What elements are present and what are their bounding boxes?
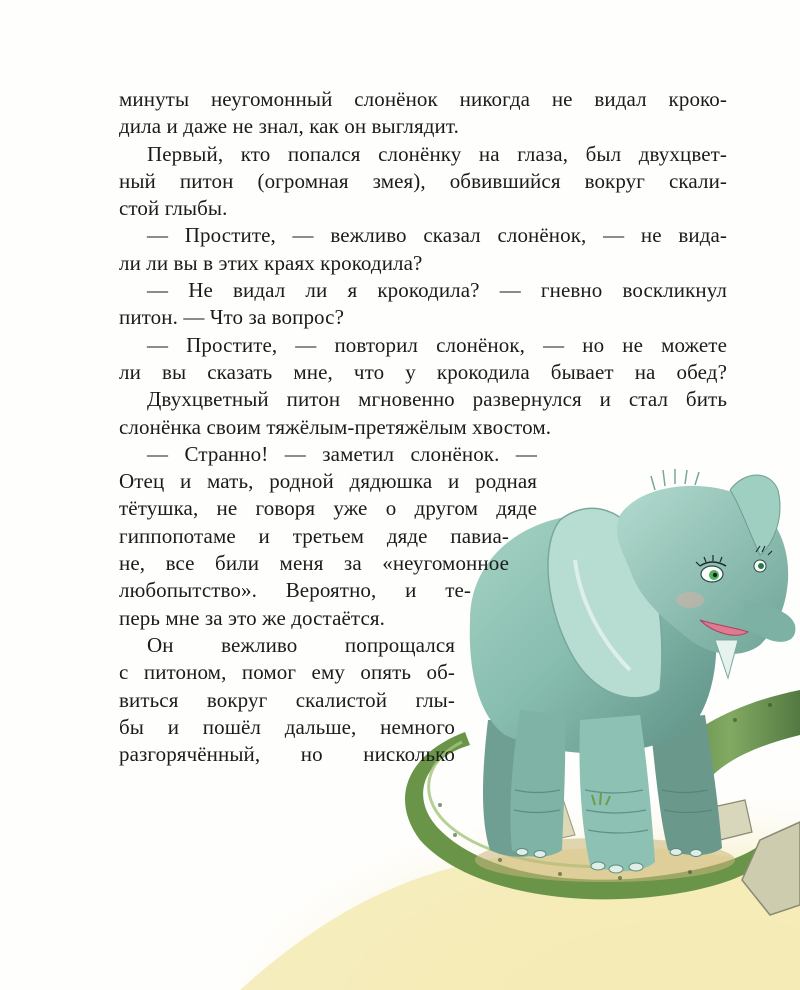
text-line: питон. — Что за вопрос?: [119, 305, 345, 330]
text-line: Отец и мать, родной дядюшка и родная: [119, 469, 537, 494]
text-line: перь мне за это же достаётся.: [119, 605, 385, 630]
text-line: слонёнка своим тяжёлым-претяжёлым хвостом.: [119, 414, 552, 439]
text-line: ный питон (огромная змея), обвившийся вокруг скали-: [119, 168, 727, 193]
text-line: Первый, кто попался слонёнку на глаза, был двухцвет-: [147, 141, 727, 166]
text-line: не, все били меня за «неугомонное: [119, 551, 509, 576]
text-line: ли ли вы в этих краях крокодила?: [119, 250, 423, 275]
text-line: Он вежливо попрощался: [147, 632, 455, 657]
text-line: — Простите, — вежливо сказал слонёнок, — не вида-: [147, 223, 727, 248]
text-line: дила и даже не знал, как он выглядит.: [119, 114, 459, 139]
text-line: тётушка, не говоря уже о другом дяде: [119, 496, 537, 521]
text-line: — Простите, — повторил слонёнок, — но не можете: [147, 332, 727, 357]
text-line: виться вокруг скалистой глы-: [119, 687, 455, 712]
text-line: с питоном, помог ему опять об-: [119, 660, 455, 685]
text-line: — Странно! — заметил слонёнок. —: [147, 441, 537, 466]
text-line: бы и пошёл дальше, немного: [119, 714, 455, 739]
text-line: — Не видал ли я крокодила? — гневно воскликнул: [147, 278, 727, 303]
text-line: Двухцветный питон мгновенно развернулся и стал бить: [147, 387, 727, 412]
text-line: любопытство». Вероятно, и те-: [119, 578, 471, 603]
text-line: стой глыбы.: [119, 196, 228, 221]
story-text: [119, 86, 727, 768]
text-line: ли вы сказать мне, что у крокодила бывает на обед?: [119, 359, 727, 384]
text-line: минуты неугомонный слонёнок никогда не видал кроко-: [119, 87, 727, 111]
text-line: гиппопотаме и третьем дяде павиа-: [119, 523, 509, 548]
text-line: разгорячённый, но нисколько: [119, 742, 455, 767]
